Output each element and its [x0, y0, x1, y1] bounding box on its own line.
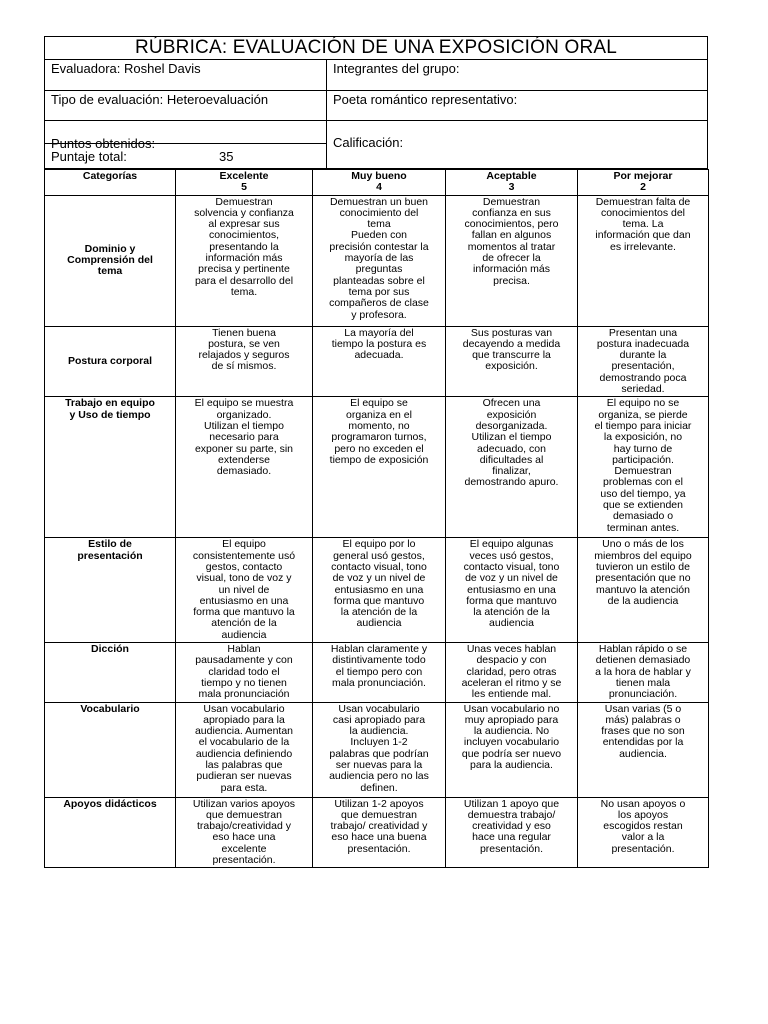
column-header-muy-bueno: [313, 170, 446, 196]
category-cell: Postura corporal: [45, 326, 176, 397]
points-divider: [45, 143, 327, 144]
evaluator-field: Evaluadora: Roshel Davis: [45, 60, 327, 90]
criteria-cell: El equipo se muestra organizado. Utilizan el tiempo necesario para exponer su parte, sin extenderse demasiado.: [176, 397, 313, 538]
grade-field: Calificación:: [333, 135, 404, 150]
category-cell: Dominio y Comprensión del tema: [45, 195, 176, 326]
category-cell: Apoyos didácticos: [45, 797, 176, 868]
table-row: [45, 538, 709, 643]
total-score-label: Puntaje total:: [51, 149, 127, 164]
rubric-table: [44, 169, 709, 868]
header-row-type: [45, 91, 707, 121]
criteria-cell: Demuestran confianza en sus conocimientos, pero fallan en algunos momentos al tratar de ofrecer la información más precisa.: [446, 195, 578, 326]
criteria-cell: Hablan pausadamente y con claridad todo el tiempo y no tienen mala pronunciación: [176, 643, 313, 702]
table-row: [45, 397, 709, 538]
criteria-cell: Usan varias (5 o más) palabras o frases que no son entendidas por la audiencia.: [578, 702, 709, 797]
column-score: 5: [241, 181, 247, 194]
column-name: Por mejorar: [613, 170, 673, 182]
criteria-cell: Hablan claramente y distintivamente todo el tiempo pero con mala pronunciación.: [313, 643, 446, 702]
criteria-cell: El equipo consistentemente usó gestos, contacto visual, tono de voz y un nivel de entusiasmo en una forma que mantuvo la atención de la audiencia: [176, 538, 313, 643]
criteria-cell: Presentan una postura inadecuada durante la presentación, demostrando poca seriedad.: [578, 326, 709, 397]
criteria-cell: Sus posturas van decayendo a medida que transcurre la exposición.: [446, 326, 578, 397]
criteria-cell: Unas veces hablan despacio y con claridad, pero otras aceleran el ritmo y se les entiende mal.: [446, 643, 578, 702]
criteria-cell: No usan apoyos o los apoyos escogidos restan valor a la presentación.: [578, 797, 709, 868]
points-cell: [45, 121, 327, 168]
criteria-cell: El equipo algunas veces usó gestos, contacto visual, tono de voz y un nivel de entusiasmo en una forma que mantuvo la atención de la audiencia: [446, 538, 578, 643]
column-header-excelente: [176, 170, 313, 196]
column-header-aceptable: [446, 170, 578, 196]
points-obtained-label: Puntos obtenidos:: [51, 136, 156, 151]
criteria-cell: Usan vocabulario apropiado para la audiencia. Aumentan el vocabulario de la audiencia definiendo las palabras que pudieran ser nuevas para esta.: [176, 702, 313, 797]
table-row: [45, 195, 709, 326]
column-name: Muy bueno: [351, 170, 407, 182]
table-row: [45, 326, 709, 397]
column-name: Categorías: [82, 170, 138, 182]
criteria-cell: Hablan rápido o se detienen demasiado a la hora de hablar y tienen mala pronunciación.: [578, 643, 709, 702]
criteria-cell: Utilizan 1 apoyo que demuestra trabajo/ creatividad y eso hace una regular presentación.: [446, 797, 578, 868]
poet-field: Poeta romántico representativo:: [333, 92, 518, 107]
criteria-cell: Demuestran un buen conocimiento del tema Pueden con precisión contestar la mayoría de las preguntas planteadas sobre el tema por sus compañeros de clase y profesora.: [313, 195, 446, 326]
criteria-cell: Tienen buena postura, se ven relajados y seguros de sí mismos.: [176, 326, 313, 397]
table-row: [45, 702, 709, 797]
category-cell: Trabajo en equipo y Uso de tiempo: [45, 397, 176, 538]
rubric-header-row: [45, 170, 709, 196]
criteria-cell: El equipo se organiza en el momento, no programaron turnos, pero no exceden el tiempo de exposición: [313, 397, 446, 538]
column-name: Excelente: [219, 170, 269, 182]
header-row-evaluator: [45, 60, 707, 91]
column-score: 2: [640, 181, 646, 194]
criteria-cell: Utilizan 1-2 apoyos que demuestran trabajo/ creatividad y eso hace una buena presentación.: [313, 797, 446, 868]
rubric-header: [44, 36, 708, 169]
evaluation-type-field: Tipo de evaluación: Heteroevaluación: [45, 91, 327, 120]
column-header-categories: [45, 170, 176, 196]
criteria-cell: El equipo no se organiza, se pierde el tiempo para iniciar la exposición, no hay turno de participación. Demuestran problemas con el uso del tiempo, ya que se extienden demasiado o terminan antes.: [578, 397, 709, 538]
criteria-cell: Uno o más de los miembros del equipo tuvieron un estilo de presentación que no mantuvo la atención de la audiencia: [578, 538, 709, 643]
column-name: Aceptable: [486, 170, 537, 182]
total-score-value: 35: [219, 149, 234, 164]
criteria-cell: El equipo por lo general usó gestos, contacto visual, tono de voz y un nivel de entusiasmo en una forma que mantuvo la atención de la audiencia: [313, 538, 446, 643]
criteria-cell: Utilizan varios apoyos que demuestran trabajo/creatividad y eso hace una excelente presentación.: [176, 797, 313, 868]
table-row: [45, 797, 709, 868]
document-title: RÚBRICA: EVALUACIÓN DE UNA EXPOSICIÓN ORAL: [45, 37, 707, 60]
criteria-cell: Demuestran falta de conocimientos del tema. La información que dan es irrelevante.: [578, 195, 709, 326]
category-cell: Dicción: [45, 643, 176, 702]
table-row: [45, 643, 709, 702]
column-header-por-mejorar: [578, 170, 709, 196]
column-score: 3: [508, 181, 515, 194]
category-cell: Vocabulario: [45, 702, 176, 797]
group-members-field: Integrantes del grupo:: [333, 61, 460, 76]
criteria-cell: Usan vocabulario casi apropiado para la audiencia. Incluyen 1-2 palabras que podrían ser nuevas para la audiencia pero no las definen.: [313, 702, 446, 797]
column-score: 4: [376, 181, 382, 194]
category-cell: Estilo de presentación: [45, 538, 176, 643]
header-row-points: [45, 121, 707, 168]
criteria-cell: Demuestran solvencia y confianza al expresar sus conocimientos, presentando la información más precisa y pertinente para el desarrollo del tema.: [176, 195, 313, 326]
criteria-cell: Ofrecen una exposición desorganizada. Utilizan el tiempo adecuado, con dificultades al finalizar, demostrando apuro.: [446, 397, 578, 538]
criteria-cell: Usan vocabulario no muy apropiado para la audiencia. No incluyen vocabulario que podría ser nuevo para la audiencia.: [446, 702, 578, 797]
criteria-cell: La mayoría del tiempo la postura es adecuada.: [313, 326, 446, 397]
